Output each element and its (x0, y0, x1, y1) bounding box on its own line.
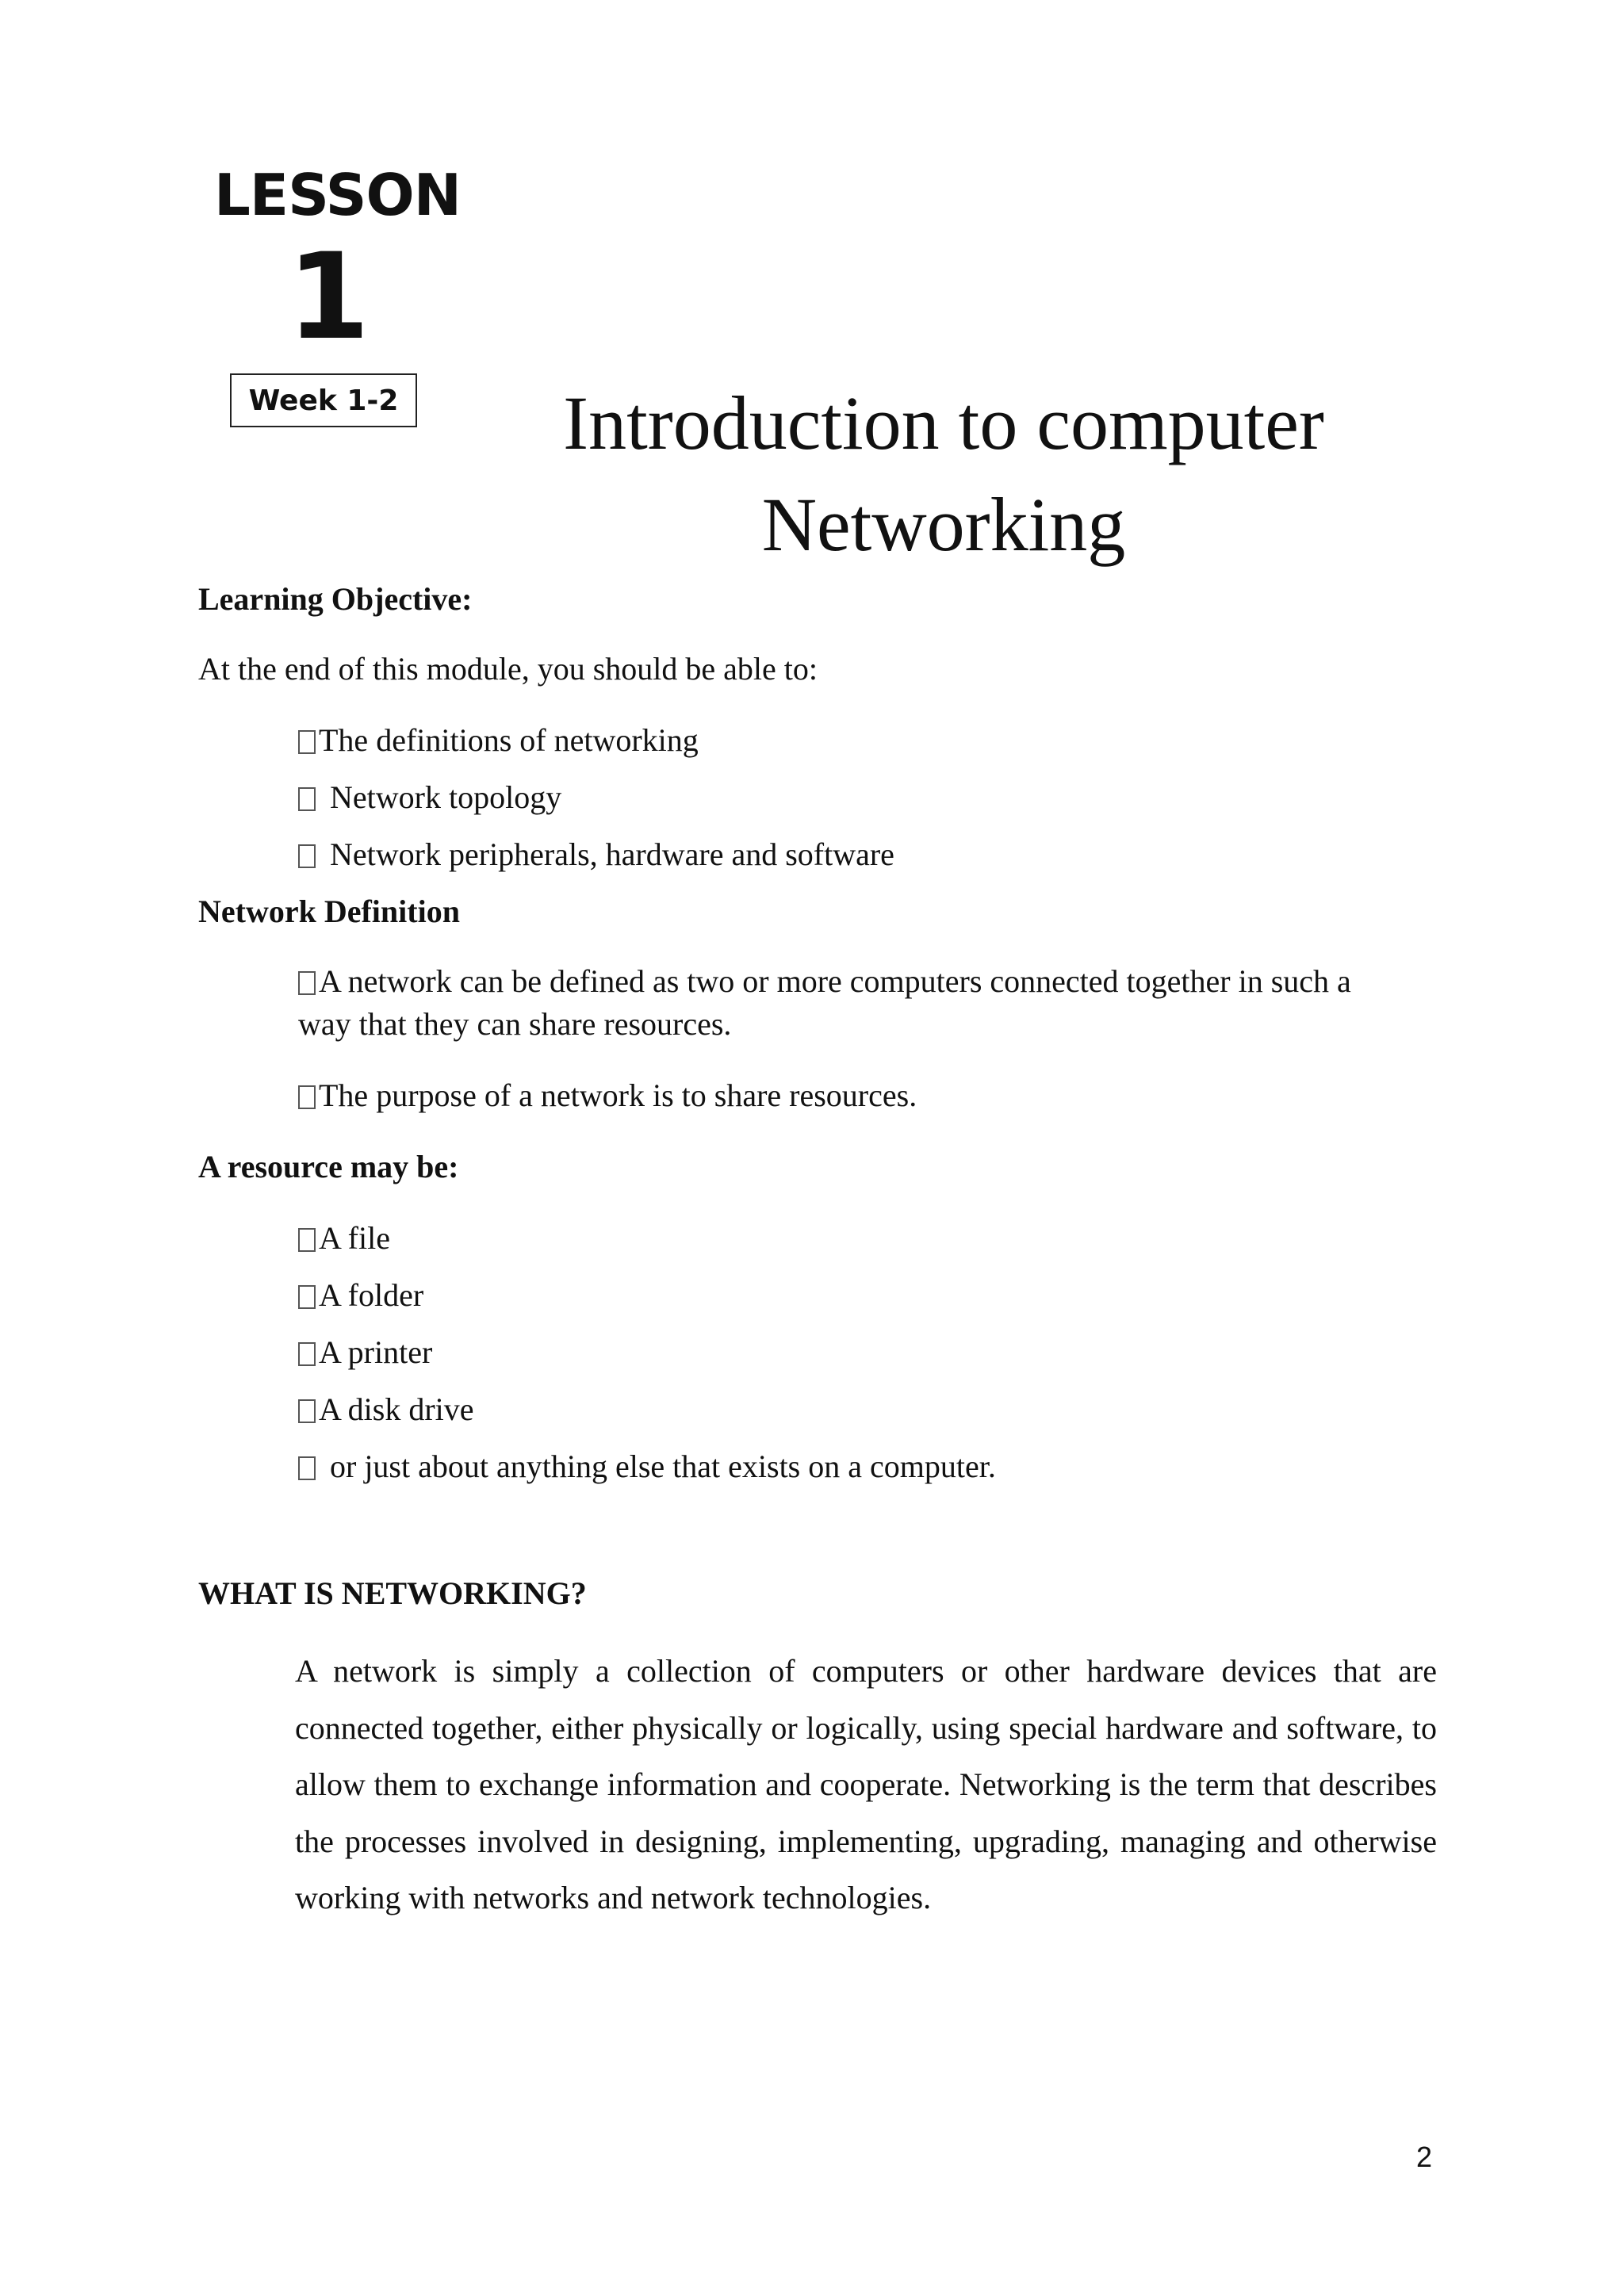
bullet-icon (298, 1399, 316, 1423)
bullet-icon (298, 1228, 316, 1252)
bullet-icon (298, 844, 316, 868)
list-item: Network peripherals, hardware and software (298, 832, 894, 877)
networking-paragraph: A network is simply a collection of computers or other hardware devices that are connected together, either physically or logically, using special hardware and software, to allow them to exchange information and cooperate. Networking is the term that describes the processes involved in designing, implementing, upgrading, managing and otherwise working with networks and network technologies. (295, 1653, 1437, 1915)
bullet-icon (298, 1456, 316, 1480)
list-item: A network can be defined as two or more computers connected together in such a (298, 959, 1351, 1004)
title-line-2: Networking (761, 482, 1126, 567)
bullet-icon (298, 787, 316, 811)
resource-heading: A resource may be: (198, 1149, 459, 1184)
page-title (508, 373, 1380, 576)
list-item: A disk drive (298, 1387, 474, 1432)
week-label: Week 1-2 (248, 384, 399, 417)
list-item: A file (298, 1216, 390, 1261)
bullet-icon (298, 1085, 316, 1109)
bullet-icon (298, 730, 316, 754)
learning-objective-intro: At the end of this module, you should be able to: (198, 651, 818, 687)
title-line-1: Introduction to computer (563, 381, 1324, 465)
list-item: The definitions of networking (298, 718, 699, 763)
week-badge (230, 373, 417, 427)
list-item: The purpose of a network is to share resources. (298, 1073, 917, 1118)
bullet-icon (298, 971, 316, 995)
lesson-number: 1 (287, 228, 370, 366)
list-item: or just about anything else that exists on a computer. (298, 1445, 996, 1489)
bullet-icon (298, 1342, 316, 1366)
list-item-continuation: way that they can share resources. (298, 1006, 732, 1042)
list-item: A folder (298, 1273, 423, 1318)
list-item: A printer (298, 1330, 432, 1375)
list-item: Network topology (298, 775, 561, 820)
page-number: 2 (1416, 2141, 1433, 2173)
network-definition-heading: Network Definition (198, 894, 460, 929)
networking-heading: WHAT IS NETWORKING? (198, 1575, 587, 1611)
learning-objective-heading: Learning Objective: (198, 581, 473, 617)
lesson-label: LESSON (214, 162, 462, 228)
bullet-icon (298, 1285, 316, 1309)
